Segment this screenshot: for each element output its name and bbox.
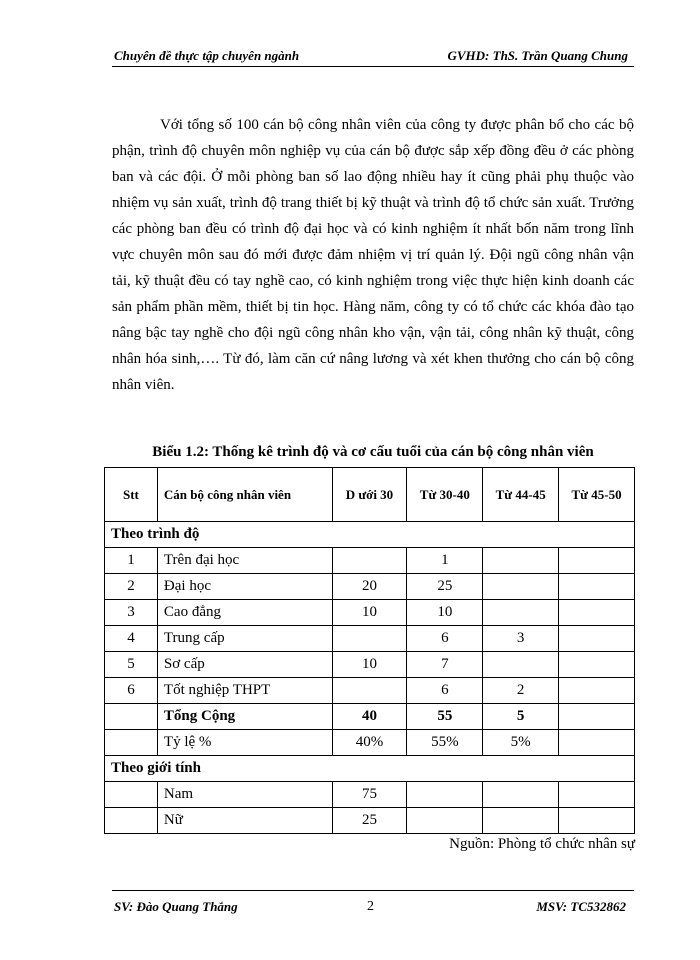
table-cell	[407, 808, 483, 834]
table-cell: 3	[483, 626, 559, 652]
table-cell: Trung cấp	[157, 626, 332, 652]
section-row-education	[105, 522, 635, 548]
table-cell	[559, 574, 635, 600]
header-cell-30-40: Từ 30-40	[407, 468, 483, 522]
table-cell	[559, 704, 635, 730]
table-row	[105, 808, 635, 834]
table-row	[105, 600, 635, 626]
body-text	[112, 112, 634, 398]
table-cell	[483, 652, 559, 678]
table-cell	[105, 782, 158, 808]
page-header	[112, 44, 634, 67]
table-cell: 6	[407, 678, 483, 704]
table-cell	[483, 600, 559, 626]
table-cell	[105, 704, 158, 730]
total-label: Tổng Cộng	[157, 704, 332, 730]
table-cell: Sơ cấp	[157, 652, 332, 678]
table-cell	[559, 782, 635, 808]
table-cell: 20	[332, 574, 407, 600]
table-cell	[407, 782, 483, 808]
table-cell	[559, 626, 635, 652]
table-row	[105, 652, 635, 678]
table-row	[105, 626, 635, 652]
source-note: Nguồn: Phòng tổ chức nhân sự	[449, 836, 635, 852]
header-cell-under-30: D ưới 30	[332, 468, 407, 522]
table-cell: 25	[332, 808, 407, 834]
table-cell: 5	[483, 704, 559, 730]
table-cell: 1	[407, 548, 483, 574]
table-row	[105, 782, 635, 808]
stats-table	[104, 467, 635, 834]
ratio-row	[105, 730, 635, 756]
table-cell: 6	[105, 678, 158, 704]
header-cell-stt: Stt	[105, 468, 158, 522]
table-cell	[105, 730, 158, 756]
table-cell	[483, 782, 559, 808]
table-cell	[332, 678, 407, 704]
page-footer	[112, 890, 634, 919]
table-cell: 10	[332, 600, 407, 626]
section-label: Theo trình độ	[105, 522, 635, 548]
table-cell	[559, 652, 635, 678]
table-header-row	[105, 468, 635, 522]
table-cell: 10	[407, 600, 483, 626]
section-label: Theo giới tính	[105, 756, 635, 782]
table-cell: 6	[407, 626, 483, 652]
table-cell: Trên đại học	[157, 548, 332, 574]
table-cell	[332, 626, 407, 652]
table-row	[105, 678, 635, 704]
table-cell: 40	[332, 704, 407, 730]
header-advisor: GVHD: ThS. Trần Quang Chung	[447, 48, 628, 63]
table-row	[105, 548, 635, 574]
header-cell-employee: Cán bộ công nhân viên	[157, 468, 332, 522]
table-cell: 5	[105, 652, 158, 678]
footer-student: SV: Đào Quang Thắng	[114, 899, 238, 914]
table-cell: Nữ	[157, 808, 332, 834]
table-cell: 5%	[483, 730, 559, 756]
table-cell	[483, 574, 559, 600]
table-caption: Biểu 1.2: Thống kê trình độ và cơ cấu tuổi của cán bộ công nhân viên	[152, 444, 594, 460]
section-row-gender	[105, 756, 635, 782]
table-cell: 55%	[407, 730, 483, 756]
table-cell: Đại học	[157, 574, 332, 600]
table-cell	[332, 548, 407, 574]
table-cell: 40%	[332, 730, 407, 756]
table-cell: Tốt nghiệp THPT	[157, 678, 332, 704]
table-cell	[483, 548, 559, 574]
table-cell: 2	[483, 678, 559, 704]
table-cell: 55	[407, 704, 483, 730]
table-cell: 25	[407, 574, 483, 600]
header-cell-44-45: Từ 44-45	[483, 468, 559, 522]
ratio-label: Tỷ lệ %	[157, 730, 332, 756]
table-cell: 7	[407, 652, 483, 678]
table-cell	[559, 548, 635, 574]
table-row	[105, 574, 635, 600]
table-cell: Cao đẳng	[157, 600, 332, 626]
table-cell: 4	[105, 626, 158, 652]
table-cell	[559, 600, 635, 626]
table-cell	[105, 808, 158, 834]
table-cell: 3	[105, 600, 158, 626]
table-cell	[483, 808, 559, 834]
table-cell: 10	[332, 652, 407, 678]
total-row	[105, 704, 635, 730]
body-paragraph: Với tổng số 100 cán bộ công nhân viên của công ty được phân bổ cho các bộ phận, trình độ chuyên môn nghiệp vụ của cán bộ được sắp xếp đồng đều ở các phòng ban và các đội. Ở mỗi phòng ban số lao động nhiều hay ít cũng phải phụ thuộc vào nhiệm vụ sản xuất, trình độ trang thiết bị kỹ thuật và trình độ tổ chức sản xuất. Trưởng các phòng ban đều có trình độ đại học và có kinh nghiệm ít nhất bốn năm trong lĩnh vực chuyên môn sau đó mới được đảm nhiệm vị trí quản lý. Đội ngũ công nhân vận tải, kỹ thuật đều có tay nghề cao, có kinh nghiệm trong việc thực hiện kinh doanh các sản phẩm phần mềm, thiết bị tin học. Hàng năm, công ty có tổ chức các khóa đào tạo nâng bậc tay nghề cho đội ngũ công nhân kho vận, vận tải, công nhân kỹ thuật, công nhân hóa sinh,…. Từ đó, làm căn cứ nâng lương và xét khen thưởng cho cán bộ công nhân viên.	[112, 117, 634, 393]
table-cell: 75	[332, 782, 407, 808]
header-cell-45-50: Từ 45-50	[559, 468, 635, 522]
table-cell	[559, 808, 635, 834]
footer-student-id: MSV: TC532862	[536, 899, 626, 914]
table-cell: Nam	[157, 782, 332, 808]
header-title: Chuyên đề thực tập chuyên ngành	[114, 48, 300, 63]
page-number: 2	[367, 899, 374, 914]
table-cell	[559, 730, 635, 756]
table-cell: 1	[105, 548, 158, 574]
table-cell: 2	[105, 574, 158, 600]
table-cell	[559, 678, 635, 704]
